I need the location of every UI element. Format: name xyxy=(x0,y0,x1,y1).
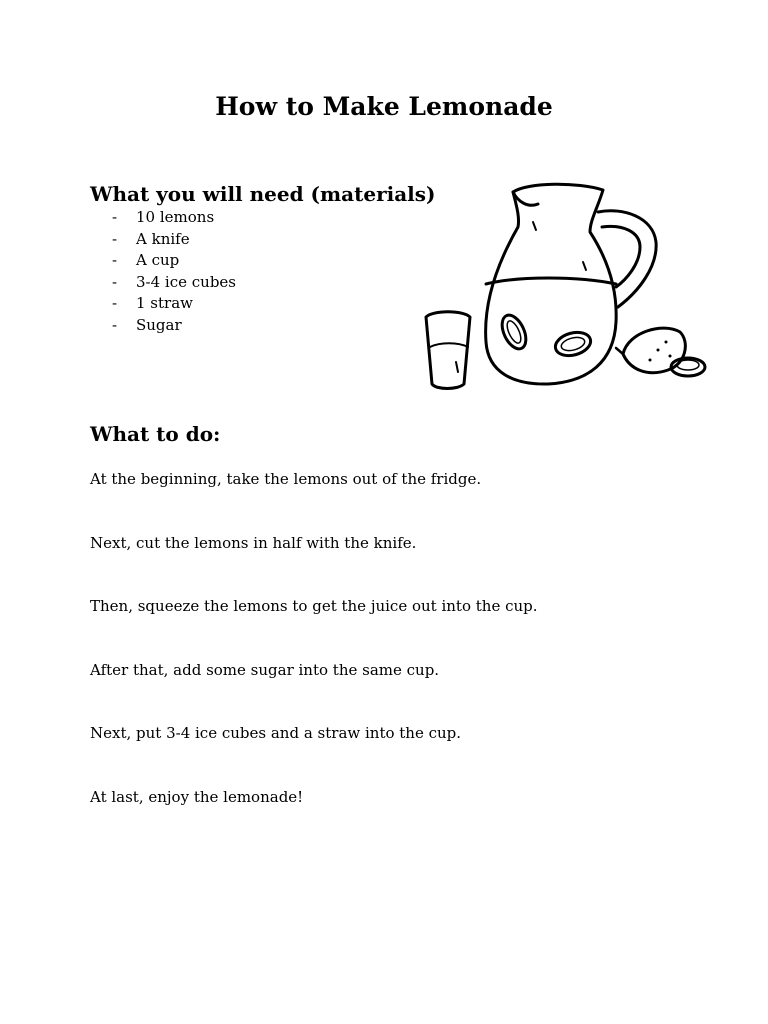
list-bullet: - xyxy=(112,315,118,334)
list-item xyxy=(112,293,236,315)
list-item xyxy=(112,229,236,251)
step-text: At last, enjoy the lemonade! xyxy=(90,788,304,806)
list-bullet: - xyxy=(112,208,118,226)
list-bullet: - xyxy=(112,251,118,269)
step-text: At the beginning, take the lemons out of the fridge. xyxy=(90,470,482,488)
list-item xyxy=(112,272,236,294)
page-title: How to Make Lemonade xyxy=(215,92,553,121)
material-item: A knife xyxy=(136,229,190,248)
step-text: Next, cut the lemons in half with the knife. xyxy=(90,534,417,552)
step-text: Then, squeeze the lemons to get the juice out into the cup. xyxy=(90,597,538,615)
list-item xyxy=(112,207,236,229)
list-bullet: - xyxy=(112,294,118,312)
material-item: Sugar xyxy=(136,315,182,334)
material-item: 10 lemons xyxy=(136,208,215,226)
materials-heading: What you will need (materials) xyxy=(90,182,436,206)
steps-heading: What to do: xyxy=(90,422,221,446)
material-item: 1 straw xyxy=(136,294,193,312)
material-item: A cup xyxy=(136,251,180,269)
material-item: 3-4 ice cubes xyxy=(136,272,237,291)
step-text: After that, add some sugar into the same cup. xyxy=(90,661,440,679)
list-item xyxy=(112,315,236,337)
materials-list xyxy=(112,207,236,336)
step-text: Next, put 3-4 ice cubes and a straw into the cup. xyxy=(90,724,462,742)
list-bullet: - xyxy=(112,272,118,291)
list-bullet: - xyxy=(112,229,118,248)
list-item xyxy=(112,250,236,272)
lemonade-pitcher-illustration xyxy=(418,172,718,397)
